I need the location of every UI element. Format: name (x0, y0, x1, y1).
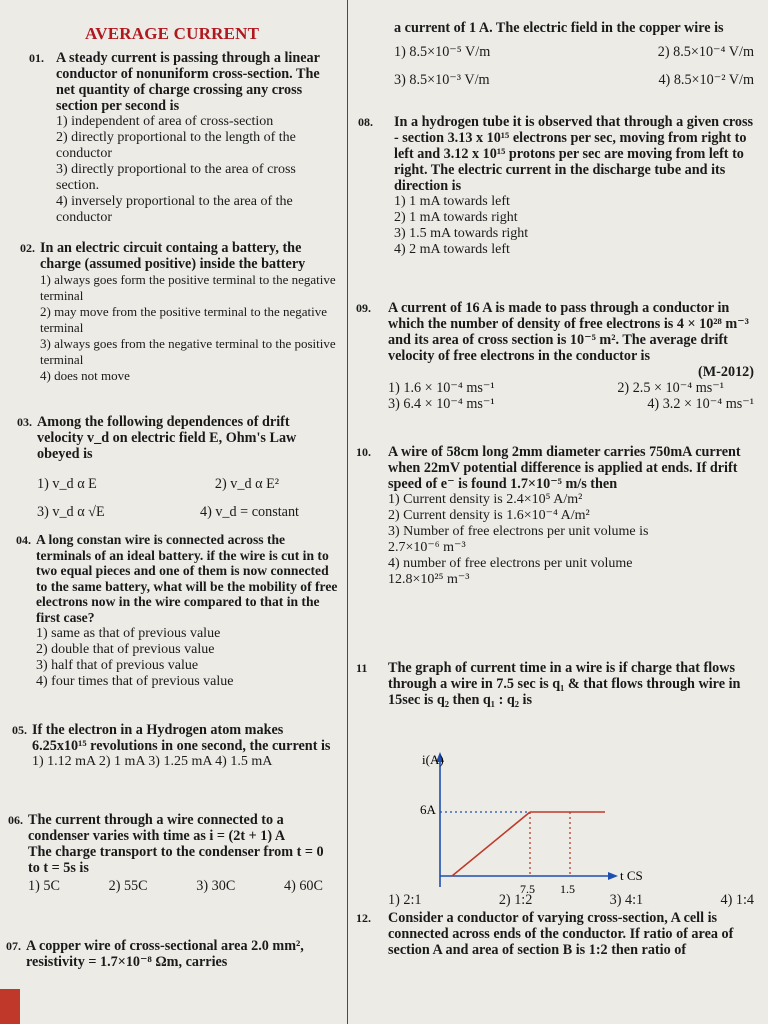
question-stem-2: The charge transport to the condenser from t = 0 to t = 5s is (28, 844, 324, 876)
option-4-value: 12.8×10²⁵ m⁻³ (388, 572, 470, 587)
question-9 (356, 300, 754, 412)
current-time-graph (410, 752, 670, 897)
x-axis-label: t CS (620, 868, 643, 883)
question-5 (12, 722, 332, 770)
question-number: 08. (358, 115, 373, 129)
option-3: 3) Number of free electrons per unit volume is (388, 524, 649, 539)
question-10 (356, 444, 754, 588)
question-stem: A copper wire of cross-sectional area 2.0 mm², resistivity = 1.7×10⁻⁸ Ωm, carries (26, 938, 304, 970)
option-2: 2) double that of previous value (36, 641, 215, 657)
option-3: 3) directly proportional to the area of cross section. (56, 162, 296, 193)
exam-tag: (M-2012) (698, 364, 754, 380)
option-3: 3) 1.5 mA towards right (394, 226, 529, 241)
question-number: 02. (20, 241, 35, 255)
option-1: 1) same as that of previous value (36, 625, 221, 641)
question-stem: Among the following dependences of drift velocity v_d on electric field E, Ohm's Law obeyed is (37, 414, 297, 462)
question-stem: a current of 1 A. The electric field in the copper wire is (394, 20, 724, 36)
option-3: 3) 8.5×10⁻³ V/m (394, 72, 490, 88)
option-4: 4) 1:4 (720, 892, 754, 908)
option-1: 1) always goes form the positive terminal to the negative terminal (40, 272, 336, 303)
option-1: 1) v_d α E (37, 476, 97, 492)
left-column (0, 0, 345, 1024)
option-2: 2) 2.5 × 10⁻⁴ ms⁻¹ (617, 380, 724, 396)
option-3: 3) always goes from the negative terminal to the positive terminal (40, 336, 336, 367)
question-12 (356, 910, 754, 958)
option-4: 4) 3.2 × 10⁻⁴ ms⁻¹ (647, 396, 754, 412)
question-stem: In an electric circuit containg a battery, the charge (assumed positive) inside the battery (40, 240, 306, 272)
question-11 (356, 660, 754, 708)
option-1: 1) independent of area of cross-section (56, 114, 274, 129)
option-3: 3) 6.4 × 10⁻⁴ ms⁻¹ (388, 396, 495, 412)
question-stem: A steady current is passing through a linear conductor of nonuniform cross-section. The net quantity of charge crossing any cross section per second is (56, 50, 320, 114)
ramp-line (452, 812, 530, 876)
option-1: 1) Current density is 2.4×10⁵ A/m² (388, 492, 583, 507)
question-number: 06. (8, 813, 23, 827)
y-axis-label: i(A) (422, 752, 444, 767)
question-7-continued (394, 20, 754, 88)
option-2: 2) 1:2 (498, 892, 533, 908)
option-1: 1) 5C (28, 878, 60, 894)
question-number: 07. (6, 939, 21, 953)
option-4: 4) 60C (283, 878, 323, 894)
question-number: 10. (356, 445, 371, 459)
question-8 (358, 114, 754, 258)
question-3 (17, 414, 339, 520)
column-divider (347, 0, 348, 1024)
option-4: 4) 2 mA towards left (394, 242, 510, 257)
option-1: 1) 1 mA towards left (394, 194, 510, 209)
option-3: 3) 4:1 (609, 892, 644, 908)
x-tick-2: 1.5 (560, 882, 575, 896)
question-4 (16, 532, 338, 690)
option-3: 3) 30C (196, 878, 236, 894)
option-3-value: 2.7×10⁻⁶ m⁻³ (388, 540, 466, 555)
question-7 (6, 938, 331, 970)
page-edge-strip (0, 989, 20, 1024)
option-4: 4) v_d = constant (199, 504, 299, 520)
option-2: 2) 55C (108, 878, 148, 894)
question-stem: The graph of current time in a wire is if charge that flows through a wire in 7.5 sec is q₁ & that flows through wire in 15sec is q₂ then q₁ : q₂ is (388, 660, 741, 708)
option-1: 1) 2:1 (388, 892, 422, 908)
option-4: 4) inversely proportional to the area of the conductor (56, 194, 293, 225)
option-2: 2) may move from the positive terminal to the negative terminal (40, 304, 328, 335)
option-1: 1) 8.5×10⁻⁵ V/m (394, 44, 491, 60)
option-3: 3) v_d α √E (37, 504, 105, 520)
option-1: 1) 1.6 × 10⁻⁴ ms⁻¹ (388, 380, 495, 396)
question-stem: The current through a wire connected to a condenser varies with time as i = (2t + 1) A (28, 812, 286, 844)
option-3: 3) half that of previous value (36, 657, 199, 673)
option-4: 4) number of free electrons per unit volume (388, 556, 633, 571)
option-2: 2) v_d α E² (214, 476, 279, 492)
option-4: 4) does not move (40, 368, 130, 383)
question-number: 12. (356, 911, 371, 925)
question-stem: A current of 16 A is made to pass through a conductor in which the number of density of free electrons is 4 × 10²⁸ m⁻³ and its area of cross section is 10⁻⁵ m². The average drift velocity of free electrons in the conductor is (388, 300, 749, 364)
question-stem: Consider a conductor of varying cross-section, A cell is connected across ends of the conductor. If ratio of area of section A and area of section B is 1:2 then ratio of (388, 910, 734, 958)
section-title: AVERAGE CURRENT (85, 24, 260, 43)
options-row: 1) 1.12 mA 2) 1 mA 3) 1.25 mA 4) 1.5 mA (32, 754, 273, 769)
question-number: 01. (29, 51, 44, 65)
question-number: 05. (12, 723, 27, 737)
question-stem: A wire of 58cm long 2mm diameter carries 750mA current when 22mV potential difference is applied at ends. If drift speed of e⁻ is found 1.7×10⁻⁵ m/s then (388, 444, 741, 492)
question-number: 11 (356, 661, 368, 675)
y-tick-label: 6A (420, 802, 436, 817)
question-number: 03. (17, 415, 32, 429)
question-2 (20, 240, 340, 384)
question-number: 04. (16, 533, 31, 547)
question-6 (8, 812, 333, 894)
option-2: 2) Current density is 1.6×10⁻⁴ A/m² (388, 508, 590, 523)
option-4: 4) 8.5×10⁻² V/m (658, 72, 754, 88)
x-tick-1: 7.5 (520, 882, 535, 896)
x-axis-arrow (608, 872, 618, 880)
question-number: 09. (356, 301, 371, 315)
question-stem: A long constan wire is connected across the terminals of an ideal battery. if the wire is cut in to two equal pieces and one of them is now connected to the same battery, what will be the mobility of free electrons now in the wire compared to that in the first case? (36, 532, 338, 625)
question-1 (29, 50, 341, 226)
question-stem: If the electron in a Hydrogen atom makes 6.25x10¹⁵ revolutions in one second, the current is (32, 722, 331, 754)
option-2: 2) 1 mA towards right (394, 210, 518, 225)
option-2: 2) 8.5×10⁻⁴ V/m (657, 44, 754, 60)
question-stem: In a hydrogen tube it is observed that through a given cross - section 3.13 x 10¹⁵ electrons per sec, moving from right to left and 3.12 x 10¹⁵ protons per sec are moving from left to right. The electric current in the discharge tube and its direction is (394, 114, 754, 194)
option-2: 2) directly proportional to the length of the conductor (56, 130, 296, 161)
option-4: 4) four times that of previous value (36, 673, 234, 689)
